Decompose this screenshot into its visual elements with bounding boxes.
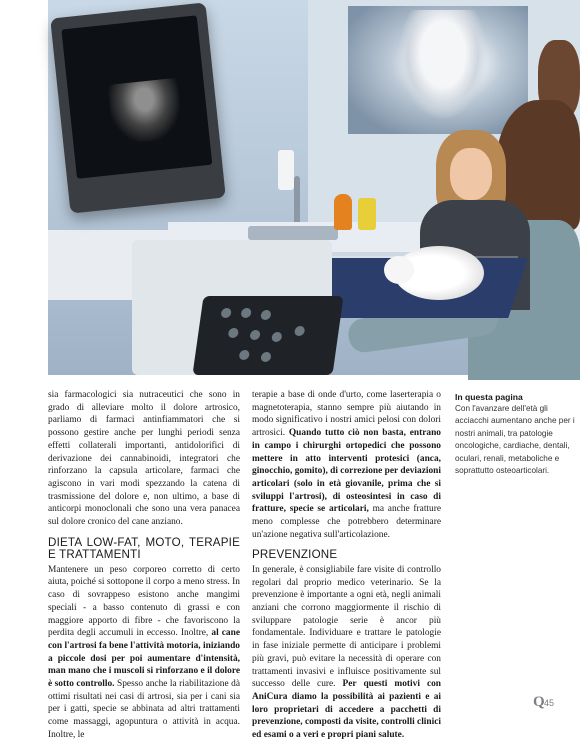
text-run: ma anche fratture meno complesse che potrebbero determinare un'azione negativa sull'articolazione. (252, 504, 441, 540)
body-paragraph (48, 389, 240, 529)
sidebar-box (455, 391, 580, 477)
bold-text-run: al cane con l'artrosi fa bene l'attività motoria, iniziando a piccole dosi per poi aumentare d'intensità, man mano che i muscoli si rinforzano e il dolore è sotto controllo. (48, 628, 240, 690)
section-heading: DIETA LOW-FAT, MOTO, TERAPIE E TRATTAMENTI (48, 535, 240, 562)
photo-ultrasound-monitor (50, 2, 226, 213)
photo-cat-head (384, 256, 414, 284)
page-folio (533, 694, 573, 712)
photo-orange-bottle (334, 194, 352, 230)
photo-faucet (294, 176, 300, 226)
bold-text-run: Per questi motivi con AniCura diamo la possibilità ai pazienti e ai loro proprietari di accedere a pacchetti di prevenzione, composti da visite, controlli clinici ed esami o a veri e propri piani salute. (252, 679, 442, 741)
body-paragraph (252, 564, 441, 742)
photo-yellow-jar (358, 198, 376, 230)
text-run: Spesso anche la riabilitazione dà ottimi risultati nei casi di artrosi, sia per i cani sia per i gatti, specie se abbinata ad altri trattamenti come massaggi, agopuntura o attività in acqua. Inoltre, le (48, 679, 240, 740)
text-run: sia farmacologici sia nutraceutici che sono in grado di alleviare molto il dolore artrosico, parliamo di farmaci antinfiammatori che si possono gestire anche per lunghi periodi senza effetti collaterali importanti, antidolorifici di derivazione dei cannabinoidi, integratori che rinforzano la capsula articolare, farmaci che agiscono in vari modi spezzando la catena di trasmissione del dolore e, non ultimo, a base di anticorpi monoclonali che sono una vera panacea sul dolore cronico del cane anziano. (48, 390, 240, 528)
body-paragraph (48, 564, 240, 742)
photo-sink (248, 226, 338, 240)
body-paragraph (252, 389, 441, 541)
page-number: 45 (544, 698, 555, 708)
photo-soap-dispenser (278, 150, 294, 190)
section-heading: PREVENZIONE (252, 548, 338, 562)
magazine-logo-icon: Q (533, 694, 545, 710)
bold-text-run: Quando tutto ciò non basta, entrano in campo i chirurghi ortopedici che possono mettere in atto interventi protesici (anca, ginocchio, gomito), di correzione per deviazioni articolari (solo in età giovanile, prima che si sviluppi l'artrosi), di osteosintesi in caso di fratture, specie se articolari, (252, 428, 441, 515)
article-photo (48, 0, 580, 375)
sidebar-text: Con l'avanzare dell'età gli acciacchi aumentano anche per i nostri animali, tra patologie oncologiche, cardiache, dentali, oculari, renali, metaboliche e soprattutto osteoarticolari. (455, 404, 575, 476)
article-column-1 (48, 389, 240, 742)
article-column-2 (252, 389, 441, 742)
sidebar-title: In questa pagina (455, 392, 523, 402)
text-run: In generale, è consigliabile fare visite di controllo regolari dal proprio medico veterinario. Se la prevenzione è importante a ogni età, negli animali anziani che corrono maggiormente il rischio di sviluppare patologie serie è ancor più fondamentale. Individuare e trattare le patologie in fase iniziale permette di anticipare i problemi più gravi, può evitare la necessità di operare con trattamenti invasivi e influisce positivamente sul successo delle cure. (252, 564, 441, 690)
text-run: Mantenere un peso corporeo corretto di certo aiuta, poiché si sottopone il corpo a meno stress. In caso di sovrappeso esistono anche mangimi speciali - a basso contenuto di grassi e con maggiore apporto di fibre - che favoriscono la perdita degli accumuli in eccesso. Inoltre, (48, 564, 240, 639)
text-run: terapie a base di onde d'urto, come laserterapia o magnetoterapia, stanno sempre più aiutando in modo significativo i nostri amici pelosi con dolori artrosici. (252, 390, 441, 439)
photo-control-panel (192, 296, 343, 375)
